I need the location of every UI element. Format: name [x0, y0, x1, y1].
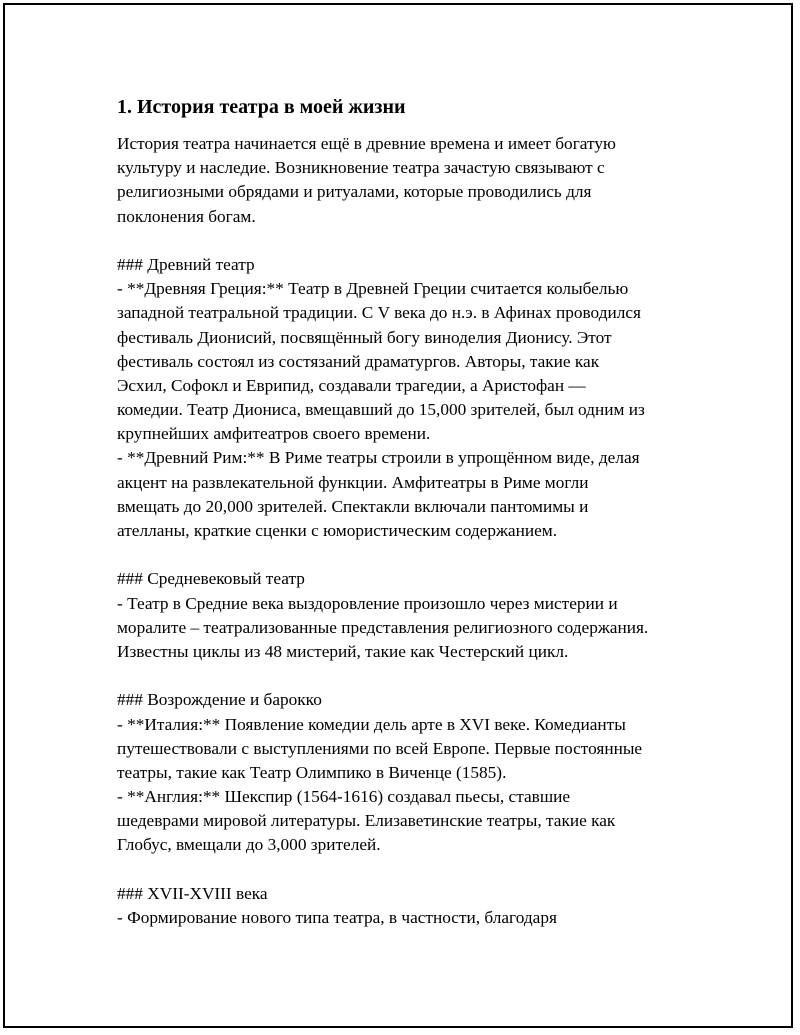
text-line: - **Италия:** Появление комедии дель арте в XVI веке. Комедианты [117, 714, 626, 734]
text-line: акцент на развлекательной функции. Амфитеатры в Риме могли [117, 472, 589, 492]
text-line: комедии. Театр Диониса, вмещавший до 15,000 зрителей, был одним из [117, 400, 645, 420]
text-line: религиозными обрядами и ритуалами, которые проводились для [117, 182, 592, 202]
text-line: - Театр в Средние века выздоровление произошло через мистерии и [117, 593, 618, 613]
text-line: западной театральной традиции. С V века до н.э. в Афинах проводился [117, 303, 641, 323]
text-line: театры, такие как Театр Олимпико в Виченце (1585). [117, 762, 507, 782]
text-line: Известны циклы из 48 мистерий, такие как Честерский цикл. [117, 641, 569, 661]
text-line: - **Англия:** Шекспир (1564-1616) создавал пьесы, ставшие [117, 787, 571, 807]
text-line: путешествовали с выступлениями по всей Европе. Первые постоянные [117, 738, 643, 758]
section-heading-renaissance: ### Возрождение и барокко [117, 690, 322, 710]
blank-line [117, 229, 687, 253]
text-line: - **Древняя Греция:** Театр в Древней Греции считается колыбелью [117, 279, 629, 299]
text-line: вмещать до 20,000 зрителей. Спектакли включали пантомимы и [117, 496, 589, 516]
blank-line [117, 664, 687, 688]
document-body [117, 94, 687, 930]
text-line: Эсхил, Софокл и Еврипид, создавали трагедии, а Аристофан — [117, 375, 586, 395]
page-title: 1. История театра в моей жизни [117, 96, 406, 118]
document-text [117, 132, 687, 930]
blank-line [117, 543, 687, 567]
text-line: фестиваль состоял из состязаний драматургов. Авторы, такие как [117, 351, 600, 371]
blank-line [117, 858, 687, 882]
text-line: поклонения богам. [117, 206, 256, 226]
text-line: ателланы, краткие сценки с юмористическим содержанием. [117, 521, 558, 540]
text-line: моралите – театрализованные представления религиозного содержания. [117, 617, 649, 637]
text-line: фестиваль Дионисий, посвящённый богу виноделия Дионису. Этот [117, 327, 612, 347]
section-heading-ancient: ### Древний театр [117, 254, 255, 274]
text-line: крупнейших амфитеатров своего времени. [117, 424, 431, 444]
text-line: Глобус, вмещали до 3,000 зрителей. [117, 835, 381, 855]
section-heading-17-18-century: ### XVII-XVIII века [117, 883, 268, 903]
text-line: - **Древний Рим:** В Риме театры строили в упрощённом виде, делая [117, 448, 640, 468]
text-line: культуру и наследие. Возникновение театра зачастую связывают с [117, 158, 605, 178]
text-line: шедеврами мировой литературы. Елизаветинские театры, такие как [117, 811, 616, 831]
section-heading-medieval: ### Средневековый театр [117, 569, 305, 589]
text-line: - Формирование нового типа театра, в частности, благодаря [117, 908, 557, 927]
text-line: История театра начинается ещё в древние времена и имеет богатую [117, 134, 616, 153]
